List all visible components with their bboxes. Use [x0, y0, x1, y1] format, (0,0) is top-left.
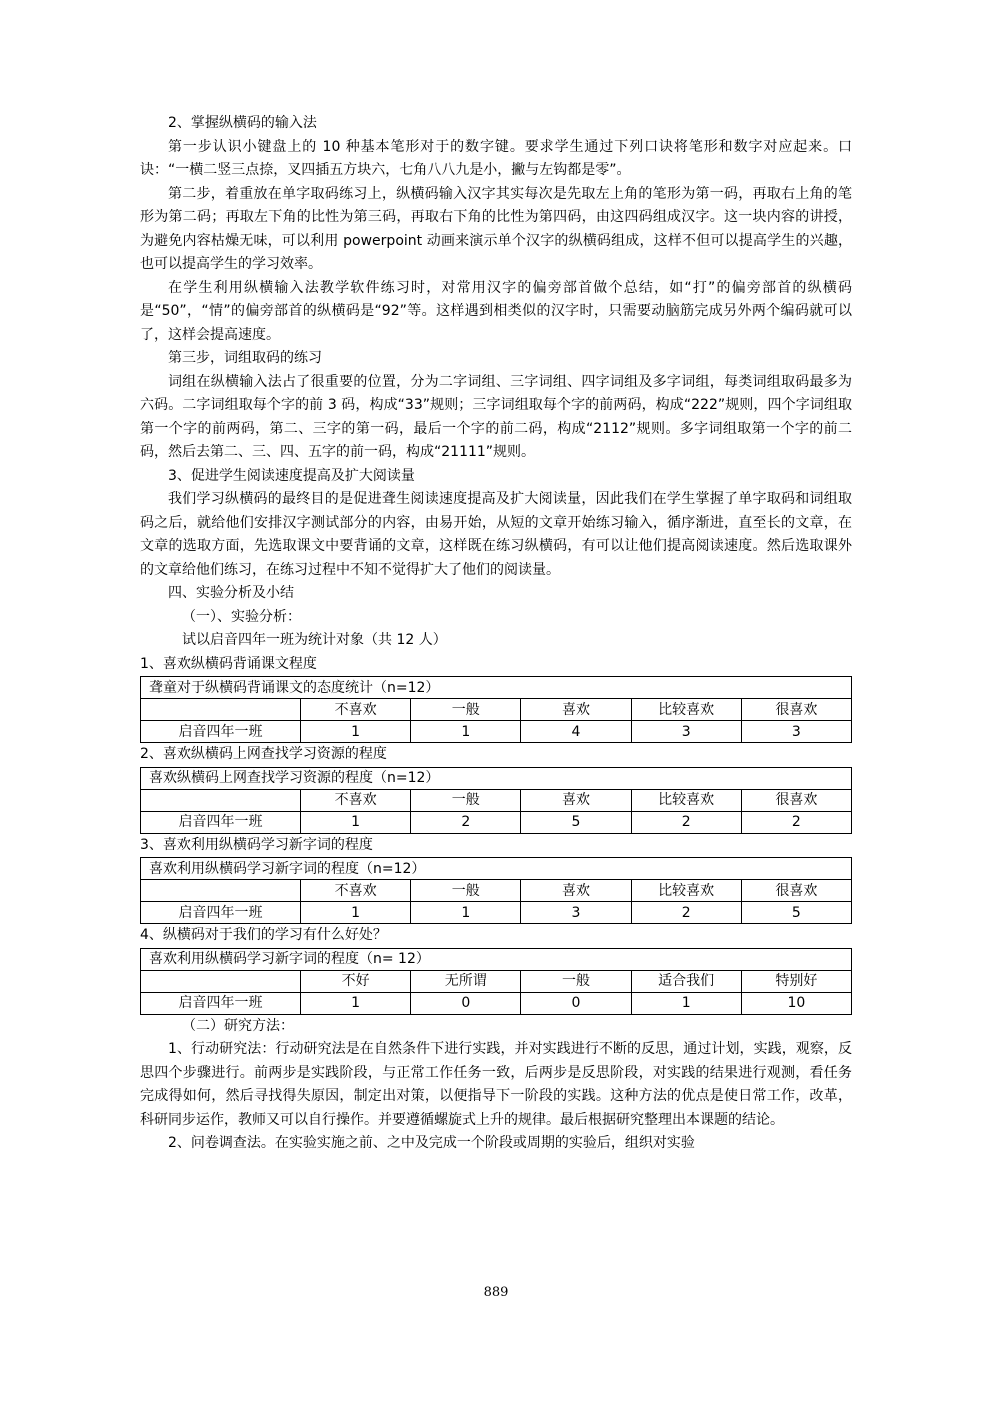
header-cell: 比较喜欢 [631, 789, 741, 811]
header-cell: 不喜欢 [301, 699, 411, 721]
value-cell: 1 [301, 721, 411, 743]
stats-table [140, 948, 852, 1015]
study-note: 试以启音四年一班为统计对象（共 12 人） [182, 632, 447, 648]
header-cell: 一般 [411, 789, 521, 811]
value-cell: 0 [521, 992, 631, 1014]
value-cell: 2 [741, 811, 851, 833]
paragraph: 第二步，着重放在单字取码练习上，纵横码输入汉字其实每次是先取左上角的笔形为第一码，再取右上角的笔形为第二码；再取左下角的比性为第三码，再取右下角的比性为第四码，由这四码组成汉字。这一块内容的讲授，为避免内容枯燥无味，可以利用 powerpoint 动画来演示单个汉字的纵横码组成，这样不但可以提高学生的兴趣，也可以提高学生的学习效率。 [140, 185, 852, 272]
header-empty-cell [141, 880, 301, 902]
value-cell: 10 [741, 992, 851, 1014]
value-cell: 1 [301, 811, 411, 833]
table-caption: 1、喜欢纵横码背诵课文程度 [140, 655, 317, 672]
value-cell: 5 [741, 902, 851, 924]
value-cell: 1 [631, 992, 741, 1014]
header-cell: 一般 [521, 970, 631, 992]
value-cell: 0 [411, 992, 521, 1014]
value-cell: 2 [411, 811, 521, 833]
value-cell: 1 [411, 721, 521, 743]
paragraph: 在学生利用纵横输入法教学软件练习时，对常用汉字的偏旁部首做个总结，如“打”的偏旁部首的纵横码是“50”，“情”的偏旁部首的纵横码是“92”等。这样遇到相类似的汉字时，只需要动脑筋完成另外两个编码就可以了，这样会提高速度。 [140, 279, 852, 343]
header-empty-cell [141, 970, 301, 992]
stats-table [140, 857, 852, 924]
table-title: 喜欢利用纵横码学习新字词的程度（n= 12） [141, 948, 852, 970]
value-cell: 4 [521, 721, 631, 743]
header-empty-cell [141, 699, 301, 721]
value-cell: 1 [301, 992, 411, 1014]
row-label: 启音四年一班 [141, 721, 301, 743]
value-cell: 2 [631, 902, 741, 924]
header-cell: 不喜欢 [301, 880, 411, 902]
paragraph: 2、问卷调查法。在实验实施之前、之中及完成一个阶段或周期的实验后，组织对实验 [168, 1135, 695, 1151]
paragraph: 词组在纵横输入法占了很重要的位置，分为二字词组、三字词组、四字词组及多字词组，每类词组取码最多为六码。二字词组取每个字的前 3 码，构成“33”规则；三字词组取每个字的前两码，构成“222”规则，四个字词组取第一个字的前两码，第二、三字的第一码，最后一个字的前二码，构成“2112”规则。多字词组取第一个字的前二码，然后去第二、三、四、五字的前一码，构成“21111”规则。 [140, 373, 852, 460]
value-cell: 2 [631, 811, 741, 833]
table-caption: 2、喜欢纵横码上网查找学习资源的程度 [140, 746, 387, 762]
header-cell: 喜欢 [521, 699, 631, 721]
subsection-heading: （二）研究方法： [182, 1017, 294, 1034]
subsection-heading: （一）、实验分析： [182, 608, 301, 625]
table-title: 喜欢利用纵横码学习新字词的程度（n=12） [141, 858, 852, 880]
row-label: 启音四年一班 [141, 902, 301, 924]
value-cell: 1 [301, 902, 411, 924]
header-cell: 比较喜欢 [631, 880, 741, 902]
paragraph: 我们学习纵横码的最终目的是促进聋生阅读速度提高及扩大阅读量，因此我们在学生掌握了单字取码和词组取码之后，就给他们安排汉字测试部分的内容，由易开始，从短的文章开始练习输入，循序渐进，直至长的文章，在文章的选取方面，先选取课文中要背诵的文章，这样既在练习纵横码，有可以让他们提高阅读速度。然后选取课外的文章给他们练习，在练习过程中不知不觉得扩大了他们的阅读量。 [140, 491, 852, 578]
header-cell: 一般 [411, 699, 521, 721]
section-heading: 3、促进学生阅读速度提高及扩大阅读量 [168, 467, 415, 484]
table-title: 聋童对于纵横码背诵课文的态度统计（n=12） [141, 677, 852, 699]
stats-table [140, 676, 852, 743]
header-cell: 很喜欢 [741, 880, 851, 902]
table-caption: 4、纵横码对于我们的学习有什么好处？ [140, 927, 387, 943]
table-caption: 3、喜欢利用纵横码学习新字词的程度 [140, 836, 373, 853]
row-label: 启音四年一班 [141, 992, 301, 1014]
table-title: 喜欢纵横码上网查找学习资源的程度（n=12） [141, 767, 852, 789]
header-cell: 无所谓 [411, 970, 521, 992]
paragraph: 1、行动研究法：行动研究法是在自然条件下进行实践，并对实践进行不断的反思，通过计划，实践，观察，反思四个步骤进行。前两步是实践阶段，与正常工作任务一致，后两步是反思阶段，对实践的结果进行观测，看任务完成得如何，然后寻找得失原因，制定出对策，以便指导下一阶段的实践。这种方法的优点是使日常工作，改革，科研同步运作，教师又可以自行操作。并要遵循螺旋式上升的规律。最后根据研究整理出本课题的结论。 [140, 1041, 852, 1128]
row-label: 启音四年一班 [141, 811, 301, 833]
section-heading: 2、掌握纵横码的输入法 [168, 115, 317, 131]
value-cell: 3 [741, 721, 851, 743]
header-cell: 特别好 [741, 970, 851, 992]
header-cell: 适合我们 [631, 970, 741, 992]
stats-table [140, 767, 852, 834]
header-cell: 比较喜欢 [631, 699, 741, 721]
header-cell: 喜欢 [521, 880, 631, 902]
header-empty-cell [141, 789, 301, 811]
value-cell: 3 [631, 721, 741, 743]
page-number: 889 [483, 1285, 509, 1300]
step-heading: 第三步，词组取码的练习 [168, 350, 322, 366]
section-heading: 四、实验分析及小结 [168, 585, 294, 601]
value-cell: 3 [521, 902, 631, 924]
header-cell: 喜欢 [521, 789, 631, 811]
header-cell: 不喜欢 [301, 789, 411, 811]
header-cell: 很喜欢 [741, 699, 851, 721]
value-cell: 5 [521, 811, 631, 833]
header-cell: 很喜欢 [741, 789, 851, 811]
paragraph: 第一步认识小键盘上的 10 种基本笔形对于的数字键。要求学生通过下列口诀将笔形和数字对应起来。口诀：“一横二竖三点捺，叉四插五方块六，七角八八九是小，撇与左钩都是零”。 [140, 138, 852, 178]
value-cell: 1 [411, 902, 521, 924]
header-cell: 一般 [411, 880, 521, 902]
header-cell: 不好 [301, 970, 411, 992]
document-page [140, 112, 852, 1156]
